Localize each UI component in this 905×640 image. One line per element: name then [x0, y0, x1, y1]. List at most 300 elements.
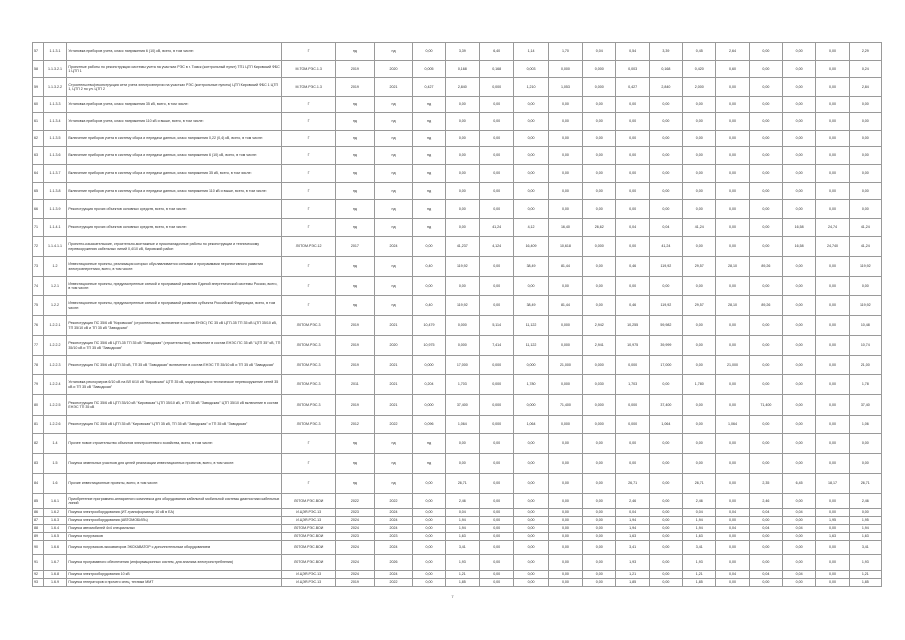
- row-identifier: Л0ТОМ.РЭС.ВОИ: [282, 555, 336, 571]
- value-cell: нд: [413, 219, 445, 237]
- row-index: 91: [33, 555, 44, 571]
- value-cell: 119,92: [649, 257, 682, 277]
- value-cell: 0,00: [583, 277, 616, 296]
- value-cell: 0,00: [514, 517, 548, 525]
- row-name: Включение приборов учета в систему сбора и передачи данных, класс напряжения 0,22 (0,4) кВ, всего, в том числе:: [67, 131, 282, 147]
- value-cell: 41,24: [849, 237, 881, 257]
- row-name: Проектно-изыскательские, строительно-монтажные и пусконаладочные работы по реконструкции и техническому перевооружению кабельных линий 0,4/10 кВ, Кировский район: [67, 237, 282, 257]
- value-cell: 0,00: [749, 277, 782, 296]
- value-cell: 0,00: [816, 416, 849, 434]
- value-cell: 0,00: [783, 131, 816, 147]
- value-cell: 0,00: [548, 494, 582, 509]
- row-index: 80: [33, 395, 44, 416]
- value-cell: 0,00: [683, 131, 716, 147]
- value-cell: 119,92: [649, 296, 682, 316]
- value-cell: 0,000: [480, 356, 514, 375]
- row-identifier: М.ТОМ.РЭС.1.3: [282, 61, 336, 78]
- value-cell: 0,427: [413, 78, 445, 97]
- value-cell: 0,00: [548, 434, 582, 454]
- row-name: Строительство/реконструкция сети учета электроэнергии на участках РЭС (контрольные пункты) ЦТП Кировский ФБС 1 ЦТП 1, ЦТП 2 по ул. ЦТП 2: [67, 78, 282, 97]
- table-row: [33, 474, 882, 494]
- value-cell: 0,00: [849, 509, 881, 517]
- table-row: [33, 336, 882, 356]
- row-index: 59: [33, 78, 44, 97]
- value-cell: 0,000: [480, 375, 514, 395]
- value-cell: 10,975: [413, 336, 445, 356]
- value-cell: 3,39: [649, 43, 682, 61]
- value-cell: 18,17: [816, 474, 849, 494]
- value-cell: 2019: [336, 395, 375, 416]
- value-cell: 17,000: [649, 356, 682, 375]
- value-cell: 0,00: [783, 517, 816, 525]
- value-cell: 71,400: [749, 395, 782, 416]
- row-code: 1.2.2.1: [43, 316, 67, 336]
- value-cell: 0,00: [445, 277, 479, 296]
- value-cell: 0,00: [849, 131, 881, 147]
- value-cell: 38,49: [514, 296, 548, 316]
- value-cell: 0,00: [749, 416, 782, 434]
- value-cell: 2019: [336, 336, 375, 356]
- table-row: [33, 131, 882, 147]
- value-cell: 2024: [374, 517, 413, 525]
- value-cell: 0,04: [716, 571, 749, 579]
- value-cell: 0,00: [649, 509, 682, 517]
- value-cell: 0,00: [480, 200, 514, 219]
- value-cell: нд: [336, 131, 375, 147]
- value-cell: 0,00: [716, 336, 749, 356]
- value-cell: 0,00: [514, 113, 548, 131]
- row-name: Покупка погрузчиков: [67, 533, 282, 541]
- value-cell: нд: [336, 183, 375, 200]
- value-cell: 0,00: [548, 571, 582, 579]
- value-cell: 0,00: [649, 579, 682, 587]
- value-cell: 1,210: [514, 78, 548, 97]
- value-cell: 0,00: [716, 454, 749, 474]
- value-cell: 0,00: [548, 147, 582, 165]
- row-identifier: Л0ТОМ.РЭС.3: [282, 356, 336, 375]
- row-code: 1.6.5: [43, 533, 67, 541]
- value-cell: 0,00: [616, 97, 649, 113]
- value-cell: 0,00: [548, 509, 582, 517]
- value-cell: 0,00: [413, 579, 445, 587]
- value-cell: 0,00: [583, 257, 616, 277]
- row-code: 1.2.2.2: [43, 336, 67, 356]
- value-cell: 2,840: [445, 78, 479, 97]
- value-cell: 0,00: [514, 571, 548, 579]
- value-cell: 1,780: [514, 375, 548, 395]
- value-cell: 0,000: [480, 78, 514, 97]
- row-index: 83: [33, 454, 44, 474]
- value-cell: 0,00: [716, 434, 749, 454]
- table-row: [33, 61, 882, 78]
- table-row: [33, 97, 882, 113]
- value-cell: 0,00: [816, 165, 849, 183]
- row-name: Реконструкция ПС 35/6 кВ ЦТП 35 кВ, ТП 35 кВ "Заводская" включение в состав ЕНЭС ТП 35/10 кВ и ТП 35 кВ "Заводская": [67, 356, 282, 375]
- value-cell: 0,00: [816, 97, 849, 113]
- value-cell: 1,63: [445, 533, 479, 541]
- row-identifier: Л0ТОМ.РЭС.ВОИ: [282, 533, 336, 541]
- value-cell: 0,00: [749, 336, 782, 356]
- value-cell: нд: [413, 165, 445, 183]
- value-cell: 0,000: [583, 78, 616, 97]
- value-cell: 0,00: [716, 494, 749, 509]
- value-cell: нд: [413, 200, 445, 219]
- value-cell: 0,00: [445, 200, 479, 219]
- row-identifier: Г: [282, 219, 336, 237]
- value-cell: 28,10: [716, 257, 749, 277]
- value-cell: 41,24: [683, 219, 716, 237]
- value-cell: 0,000: [445, 316, 479, 336]
- row-identifier: М.ТОМ.РЭС.1.3: [282, 78, 336, 97]
- value-cell: 0,00: [749, 113, 782, 131]
- value-cell: нд: [374, 147, 413, 165]
- value-cell: 0,00: [514, 509, 548, 517]
- value-cell: 3,39: [445, 43, 479, 61]
- value-cell: 0,04: [783, 525, 816, 533]
- value-cell: 0,00: [616, 183, 649, 200]
- value-cell: 0,00: [616, 165, 649, 183]
- value-cell: 0,00: [716, 316, 749, 336]
- value-cell: 6,40: [480, 43, 514, 61]
- row-identifier: Г: [282, 474, 336, 494]
- row-index: 92: [33, 571, 44, 579]
- value-cell: 2022: [374, 416, 413, 434]
- value-cell: 0,00: [783, 147, 816, 165]
- value-cell: 0,000: [480, 395, 514, 416]
- value-cell: 0,00: [683, 97, 716, 113]
- value-cell: 0,00: [749, 219, 782, 237]
- value-cell: 0,00: [548, 555, 582, 571]
- row-name: Приобретение программно-аппаратного комплекса для оборудования кабельной мобильной системы диагностики кабельных линий: [67, 494, 282, 509]
- row-index: 63: [33, 147, 44, 165]
- value-cell: 0,00: [480, 147, 514, 165]
- value-cell: 0,00: [480, 517, 514, 525]
- value-cell: 0,00: [749, 356, 782, 375]
- value-cell: 59,982: [649, 316, 682, 336]
- value-cell: 0,46: [616, 296, 649, 316]
- value-cell: 0,000: [548, 416, 582, 434]
- value-cell: 0,00: [816, 316, 849, 336]
- value-cell: 6,45: [783, 474, 816, 494]
- value-cell: 1,703: [616, 375, 649, 395]
- value-cell: 2024: [374, 571, 413, 579]
- value-cell: 0,00: [783, 277, 816, 296]
- value-cell: 0,00: [749, 316, 782, 336]
- value-cell: 0,00: [548, 541, 582, 555]
- row-index: 77: [33, 336, 44, 356]
- value-cell: 1,63: [849, 533, 881, 541]
- table-row: [33, 296, 882, 316]
- table-row: [33, 454, 882, 474]
- value-cell: 2020: [374, 61, 413, 78]
- value-cell: 1,63: [616, 533, 649, 541]
- value-cell: 0,00: [583, 434, 616, 454]
- value-cell: 0,00: [649, 165, 682, 183]
- value-cell: 0,00: [583, 131, 616, 147]
- value-cell: 0,00: [783, 113, 816, 131]
- value-cell: 0,00: [649, 533, 682, 541]
- value-cell: 0,54: [616, 43, 649, 61]
- value-cell: 0,000: [514, 395, 548, 416]
- value-cell: 41,237: [445, 237, 479, 257]
- value-cell: 0,00: [480, 571, 514, 579]
- value-cell: 3,41: [616, 541, 649, 555]
- value-cell: 0,00: [583, 165, 616, 183]
- value-cell: 11,122: [514, 336, 548, 356]
- row-identifier: Г: [282, 454, 336, 474]
- value-cell: 1,21: [616, 571, 649, 579]
- value-cell: 2021: [374, 356, 413, 375]
- value-cell: 16,40: [548, 219, 582, 237]
- value-cell: 2,64: [716, 43, 749, 61]
- value-cell: нд: [413, 147, 445, 165]
- value-cell: 0,00: [683, 316, 716, 336]
- value-cell: 1,94: [849, 525, 881, 533]
- value-cell: 0,00: [749, 541, 782, 555]
- value-cell: 0,000: [413, 356, 445, 375]
- value-cell: 0,04: [749, 509, 782, 517]
- value-cell: 0,00: [445, 434, 479, 454]
- row-index: 58: [33, 61, 44, 78]
- value-cell: 0,00: [583, 113, 616, 131]
- row-code: 1.5: [43, 454, 67, 474]
- value-cell: 0,00: [749, 78, 782, 97]
- value-cell: 0,168: [445, 61, 479, 78]
- value-cell: 0,030: [583, 375, 616, 395]
- value-cell: 2024: [374, 525, 413, 533]
- value-cell: 0,00: [716, 237, 749, 257]
- value-cell: 1,85: [445, 579, 479, 587]
- value-cell: 0,00: [749, 147, 782, 165]
- value-cell: 0,00: [783, 454, 816, 474]
- row-index: 81: [33, 416, 44, 434]
- row-index: 64: [33, 165, 44, 183]
- row-code: 1.1.3.9: [43, 200, 67, 219]
- value-cell: 0,00: [683, 165, 716, 183]
- value-cell: 0,00: [480, 494, 514, 509]
- value-cell: 41,24: [649, 237, 682, 257]
- value-cell: 0,00: [849, 183, 881, 200]
- value-cell: 0,00: [514, 579, 548, 587]
- row-name: Покупка генераторов и прочего спец. техники ММТ: [67, 579, 282, 587]
- value-cell: нд: [374, 434, 413, 454]
- value-cell: 0,00: [480, 257, 514, 277]
- value-cell: 119,92: [445, 296, 479, 316]
- value-cell: 26,62: [583, 219, 616, 237]
- row-index: 65: [33, 183, 44, 200]
- table-row: [33, 571, 882, 579]
- row-name: Установка реклоузеров 6/10 кВ на ВЛ 6/10 кВ "Кировская" ЦТП 35 кВ, модернизация и техническое перевооружение сетей 35 кВ и ТП 35 кВ "Заводская": [67, 375, 282, 395]
- value-cell: 0,00: [583, 296, 616, 316]
- value-cell: 10,618: [548, 237, 582, 257]
- value-cell: 0,00: [683, 183, 716, 200]
- row-index: 57: [33, 43, 44, 61]
- row-index: 87: [33, 517, 44, 525]
- value-cell: 81,44: [548, 296, 582, 316]
- row-code: 1.2.2: [43, 296, 67, 316]
- value-cell: 0,00: [783, 434, 816, 454]
- row-identifier: Л0ТОМ.РЭС.3: [282, 336, 336, 356]
- value-cell: 0,00: [480, 434, 514, 454]
- value-cell: 0,000: [548, 375, 582, 395]
- value-cell: 0,00: [548, 517, 582, 525]
- row-identifier: Г: [282, 434, 336, 454]
- value-cell: нд: [374, 296, 413, 316]
- value-cell: 21,000: [548, 356, 582, 375]
- value-cell: 0,00: [583, 509, 616, 517]
- value-cell: 2,000: [683, 78, 716, 97]
- value-cell: 0,00: [445, 113, 479, 131]
- value-cell: 3,41: [849, 541, 881, 555]
- row-identifier: И.ЦЭЯ.РЭС.13: [282, 509, 336, 517]
- value-cell: 0,00: [413, 509, 445, 517]
- value-cell: 0,40: [413, 296, 445, 316]
- value-cell: 0,00: [683, 277, 716, 296]
- value-cell: 0,00: [816, 579, 849, 587]
- value-cell: 0,00: [816, 277, 849, 296]
- row-code: 1.1.3.5: [43, 131, 67, 147]
- row-identifier: И.ЦЭЯ.РЭС.13: [282, 579, 336, 587]
- value-cell: 2023: [336, 533, 375, 541]
- value-cell: 0,04: [616, 219, 649, 237]
- value-cell: 0,04: [683, 509, 716, 517]
- table-row: [33, 541, 882, 555]
- value-cell: 0,00: [783, 43, 816, 61]
- value-cell: 0,45: [683, 43, 716, 61]
- table-row: [33, 509, 882, 517]
- row-identifier: И.ЦЭЯ.РЭС.13: [282, 517, 336, 525]
- row-index: 86: [33, 509, 44, 517]
- row-index: 85: [33, 494, 44, 509]
- row-identifier: Г: [282, 296, 336, 316]
- value-cell: 0,00: [480, 474, 514, 494]
- value-cell: 0,00: [413, 525, 445, 533]
- value-cell: 0,00: [445, 454, 479, 474]
- value-cell: нд: [336, 257, 375, 277]
- value-cell: 0,00: [816, 525, 849, 533]
- value-cell: 0,00: [413, 237, 445, 257]
- value-cell: 1,94: [683, 525, 716, 533]
- value-cell: нд: [374, 43, 413, 61]
- table-row: [33, 525, 882, 533]
- value-cell: 1,14: [514, 43, 548, 61]
- value-cell: 0,00: [783, 416, 816, 434]
- value-cell: 0,00: [783, 533, 816, 541]
- value-cell: 0,00: [514, 555, 548, 571]
- value-cell: 0,00: [716, 517, 749, 525]
- value-cell: 0,00: [480, 113, 514, 131]
- value-cell: 0,00: [445, 219, 479, 237]
- value-cell: нд: [413, 434, 445, 454]
- value-cell: 0,00: [816, 61, 849, 78]
- value-cell: 1,064: [445, 416, 479, 434]
- value-cell: 24,74: [816, 219, 849, 237]
- row-index: 62: [33, 131, 44, 147]
- row-name: Покупка программного обеспечения (информационных систем, для анализа электропотребления): [67, 555, 282, 571]
- value-cell: 119,92: [849, 257, 881, 277]
- row-code: 1.1.4.1: [43, 219, 67, 237]
- value-cell: 0,00: [514, 474, 548, 494]
- row-code: 1.6: [43, 474, 67, 494]
- value-cell: 1,94: [616, 525, 649, 533]
- row-name: Покупка электрооборудования (ИТ-трансформатор 10 кВ в ЕА): [67, 509, 282, 517]
- row-identifier: Г: [282, 147, 336, 165]
- value-cell: нд: [336, 165, 375, 183]
- value-cell: 2022: [336, 494, 375, 509]
- value-cell: 28,10: [716, 296, 749, 316]
- value-cell: 0,00: [716, 555, 749, 571]
- value-cell: 0,00: [683, 416, 716, 434]
- row-name: Покупка электрооборудования (АВТОМОБИЛЬ): [67, 517, 282, 525]
- value-cell: 2024: [336, 525, 375, 533]
- value-cell: 0,00: [649, 571, 682, 579]
- value-cell: 0,00: [616, 434, 649, 454]
- value-cell: 0,000: [616, 395, 649, 416]
- value-cell: 0,00: [716, 78, 749, 97]
- value-cell: 0,00: [783, 296, 816, 316]
- value-cell: 0,00: [649, 454, 682, 474]
- value-cell: нд: [374, 97, 413, 113]
- value-cell: 21,000: [716, 356, 749, 375]
- value-cell: 10,479: [413, 316, 445, 336]
- value-cell: 41,24: [480, 219, 514, 237]
- row-code: 1.6.7: [43, 555, 67, 571]
- row-name: Реконструкция ПС 35/6 кВ ЦТП 35/10 кВ "Кировская" ЦТП 35/10 кВ, и ТП 35 кВ "Заводская" ЦТП 35/10 кВ включение в состав ЕНЭС ТП 35 кВ: [67, 395, 282, 416]
- value-cell: 1,70: [548, 43, 582, 61]
- value-cell: 0,00: [649, 525, 682, 533]
- table-row: [33, 533, 882, 541]
- value-cell: 0,00: [816, 336, 849, 356]
- row-name: Реконструкция прочих объектов основных средств, всего, в том числе:: [67, 219, 282, 237]
- value-cell: 0,00: [816, 183, 849, 200]
- value-cell: 0,00: [514, 183, 548, 200]
- value-cell: 0,00: [716, 200, 749, 219]
- value-cell: 2021: [374, 78, 413, 97]
- table-row: [33, 416, 882, 434]
- value-cell: 0,00: [413, 533, 445, 541]
- value-cell: 0,00: [583, 579, 616, 587]
- value-cell: 0,00: [849, 97, 881, 113]
- row-name: Покупка земельных участков для целей реализации инвестиционных проектов, всего, в том числе:: [67, 454, 282, 474]
- value-cell: 0,00: [548, 579, 582, 587]
- table-row: [33, 183, 882, 200]
- value-cell: 2,46: [749, 494, 782, 509]
- row-name: Установка приборов учета, класс напряжения 110 кВ и выше, всего, в том числе:: [67, 113, 282, 131]
- value-cell: 0,00: [413, 474, 445, 494]
- value-cell: 5,114: [480, 316, 514, 336]
- table-row: [33, 434, 882, 454]
- value-cell: 2026: [374, 555, 413, 571]
- value-cell: 0,00: [783, 165, 816, 183]
- value-cell: 0,00: [683, 200, 716, 219]
- value-cell: 7,414: [480, 336, 514, 356]
- table-row: [33, 395, 882, 416]
- row-code: 1.2.2.4: [43, 375, 67, 395]
- value-cell: 24,740: [816, 237, 849, 257]
- value-cell: нд: [374, 113, 413, 131]
- value-cell: 0,00: [548, 200, 582, 219]
- row-index: 79: [33, 375, 44, 395]
- value-cell: 0,00: [480, 541, 514, 555]
- value-cell: 1,85: [683, 579, 716, 587]
- value-cell: 2,840: [649, 78, 682, 97]
- value-cell: 0,00: [816, 113, 849, 131]
- row-identifier: Л0ТОМ.РЭС.ВОИ: [282, 525, 336, 533]
- row-identifier: Г: [282, 113, 336, 131]
- value-cell: 0,00: [716, 541, 749, 555]
- value-cell: 0,00: [783, 257, 816, 277]
- value-cell: 26,71: [683, 474, 716, 494]
